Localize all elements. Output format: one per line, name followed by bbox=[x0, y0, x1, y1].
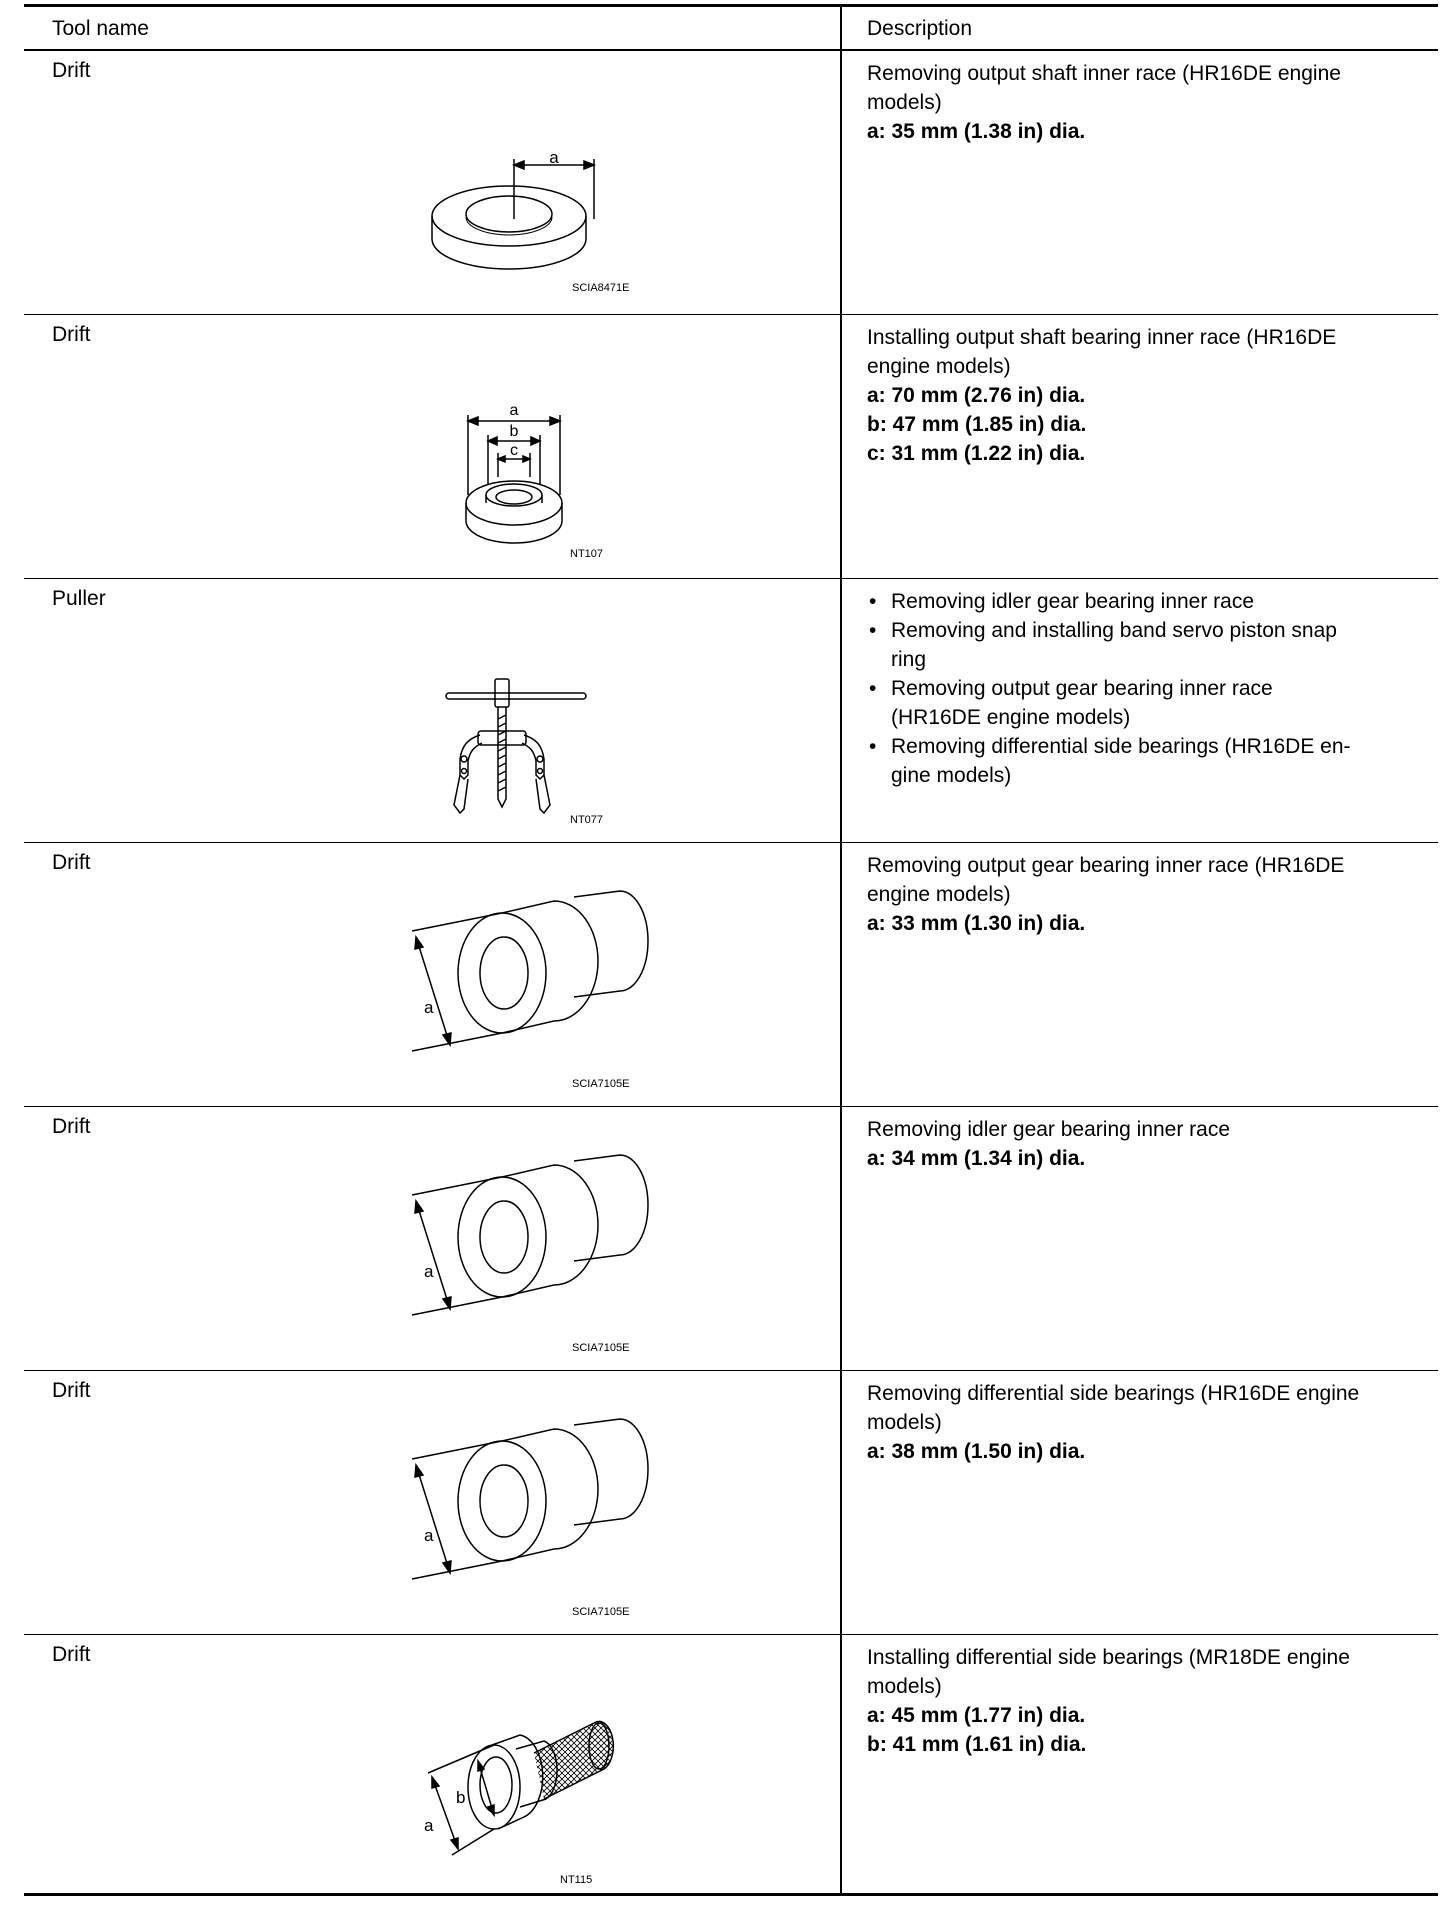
bullet-line: • Removing and installing band servo piston snap bbox=[891, 619, 1337, 642]
header-tool-name: Tool name bbox=[52, 17, 149, 40]
dimension-label-b: b bbox=[509, 423, 519, 440]
tool-description bbox=[867, 1379, 1427, 1466]
stepped-drift-illustration bbox=[454, 345, 774, 575]
figure-code: NT107 bbox=[570, 548, 604, 560]
table-row bbox=[24, 1371, 1438, 1635]
bullet-item bbox=[867, 587, 1427, 616]
bullet-line: ring bbox=[891, 648, 927, 671]
dimension-spec: a: 70 mm (2.76 in) dia. bbox=[867, 384, 1086, 407]
tool-name: Drift bbox=[52, 1643, 91, 1666]
dimension-spec: a: 45 mm (1.77 in) dia. bbox=[867, 1704, 1086, 1727]
drift-cylinder-illustration bbox=[424, 1401, 774, 1631]
dimension-label-c: c bbox=[510, 442, 518, 459]
table-row bbox=[24, 51, 1438, 315]
dimension-label-a: a bbox=[424, 998, 434, 1017]
drift-cylinder-illustration bbox=[424, 1137, 774, 1367]
table-row bbox=[24, 843, 1438, 1107]
bullet-line: (HR16DE engine models) bbox=[891, 706, 1131, 729]
tool-description bbox=[867, 323, 1427, 468]
drift-cylinder-illustration bbox=[424, 873, 774, 1103]
tool-name: Drift bbox=[52, 1115, 91, 1138]
puller-illustration bbox=[454, 609, 774, 839]
special-tools-table bbox=[24, 4, 1438, 1896]
bullet-list bbox=[867, 587, 1427, 790]
table-row bbox=[24, 1107, 1438, 1371]
dimension-label-a: a bbox=[549, 148, 559, 167]
description-line: Removing differential side bearings (HR16DE engine bbox=[867, 1382, 1360, 1405]
tool-description bbox=[867, 587, 1427, 790]
bullet-line: • Removing output gear bearing inner race bbox=[891, 677, 1273, 700]
dimension-spec: b: 47 mm (1.85 in) dia. bbox=[867, 413, 1087, 436]
tool-description bbox=[867, 851, 1427, 938]
figure-code: NT115 bbox=[560, 1874, 593, 1886]
figure-code: SCIA7105E bbox=[572, 1078, 630, 1090]
description-line: Installing output shaft bearing inner race (HR16DE bbox=[867, 326, 1337, 349]
table-row bbox=[24, 579, 1438, 843]
figure-code: SCIA7105E bbox=[572, 1606, 630, 1618]
bullet-line: • Removing differential side bearings (HR16DE en- bbox=[891, 735, 1351, 758]
dimension-label-a: a bbox=[424, 1262, 434, 1281]
table-header bbox=[24, 7, 1438, 51]
tool-name: Drift bbox=[52, 323, 91, 346]
bullet-line: gine models) bbox=[891, 764, 1012, 787]
description-line: models) bbox=[867, 1411, 942, 1434]
table-row bbox=[24, 315, 1438, 579]
description-line: engine models) bbox=[867, 883, 1011, 906]
dimension-spec: a: 33 mm (1.30 in) dia. bbox=[867, 912, 1086, 935]
bullet-item bbox=[867, 674, 1427, 732]
figure-code: NT077 bbox=[570, 814, 604, 826]
description-line: Installing differential side bearings (MR18DE engine bbox=[867, 1646, 1350, 1669]
tool-description bbox=[867, 1115, 1427, 1173]
dimension-label-a: a bbox=[424, 1816, 434, 1835]
bullet-item bbox=[867, 732, 1427, 790]
tool-name: Drift bbox=[52, 1379, 91, 1402]
knurled-drift-illustration bbox=[424, 1665, 774, 1895]
tool-name: Drift bbox=[52, 59, 91, 82]
tool-description bbox=[867, 1643, 1427, 1759]
tool-name: Puller bbox=[52, 587, 106, 610]
dimension-spec: c: 31 mm (1.22 in) dia. bbox=[867, 442, 1086, 465]
description-line: models) bbox=[867, 91, 942, 114]
figure-code: SCIA7105E bbox=[572, 1342, 630, 1354]
table-row bbox=[24, 1635, 1438, 1893]
tool-description bbox=[867, 59, 1427, 146]
dimension-spec: a: 38 mm (1.50 in) dia. bbox=[867, 1440, 1086, 1463]
drift-ring-illustration bbox=[454, 81, 774, 311]
dimension-label-b: b bbox=[456, 1788, 466, 1807]
description-line: Removing output shaft inner race (HR16DE engine bbox=[867, 62, 1341, 85]
tool-name: Drift bbox=[52, 851, 91, 874]
dimension-label-a: a bbox=[424, 1526, 434, 1545]
bullet-line: • Removing idler gear bearing inner race bbox=[891, 590, 1255, 613]
dimension-label-a: a bbox=[509, 402, 519, 419]
header-description: Description bbox=[867, 17, 973, 40]
description-line: models) bbox=[867, 1675, 942, 1698]
dimension-spec: a: 34 mm (1.34 in) dia. bbox=[867, 1147, 1086, 1170]
description-line: Removing idler gear bearing inner race bbox=[867, 1118, 1231, 1141]
description-line: engine models) bbox=[867, 355, 1011, 378]
bullet-item bbox=[867, 616, 1427, 674]
description-line: Removing output gear bearing inner race (HR16DE bbox=[867, 854, 1345, 877]
figure-code: SCIA8471E bbox=[572, 282, 630, 294]
dimension-spec: a: 35 mm (1.38 in) dia. bbox=[867, 120, 1086, 143]
dimension-spec: b: 41 mm (1.61 in) dia. bbox=[867, 1733, 1087, 1756]
